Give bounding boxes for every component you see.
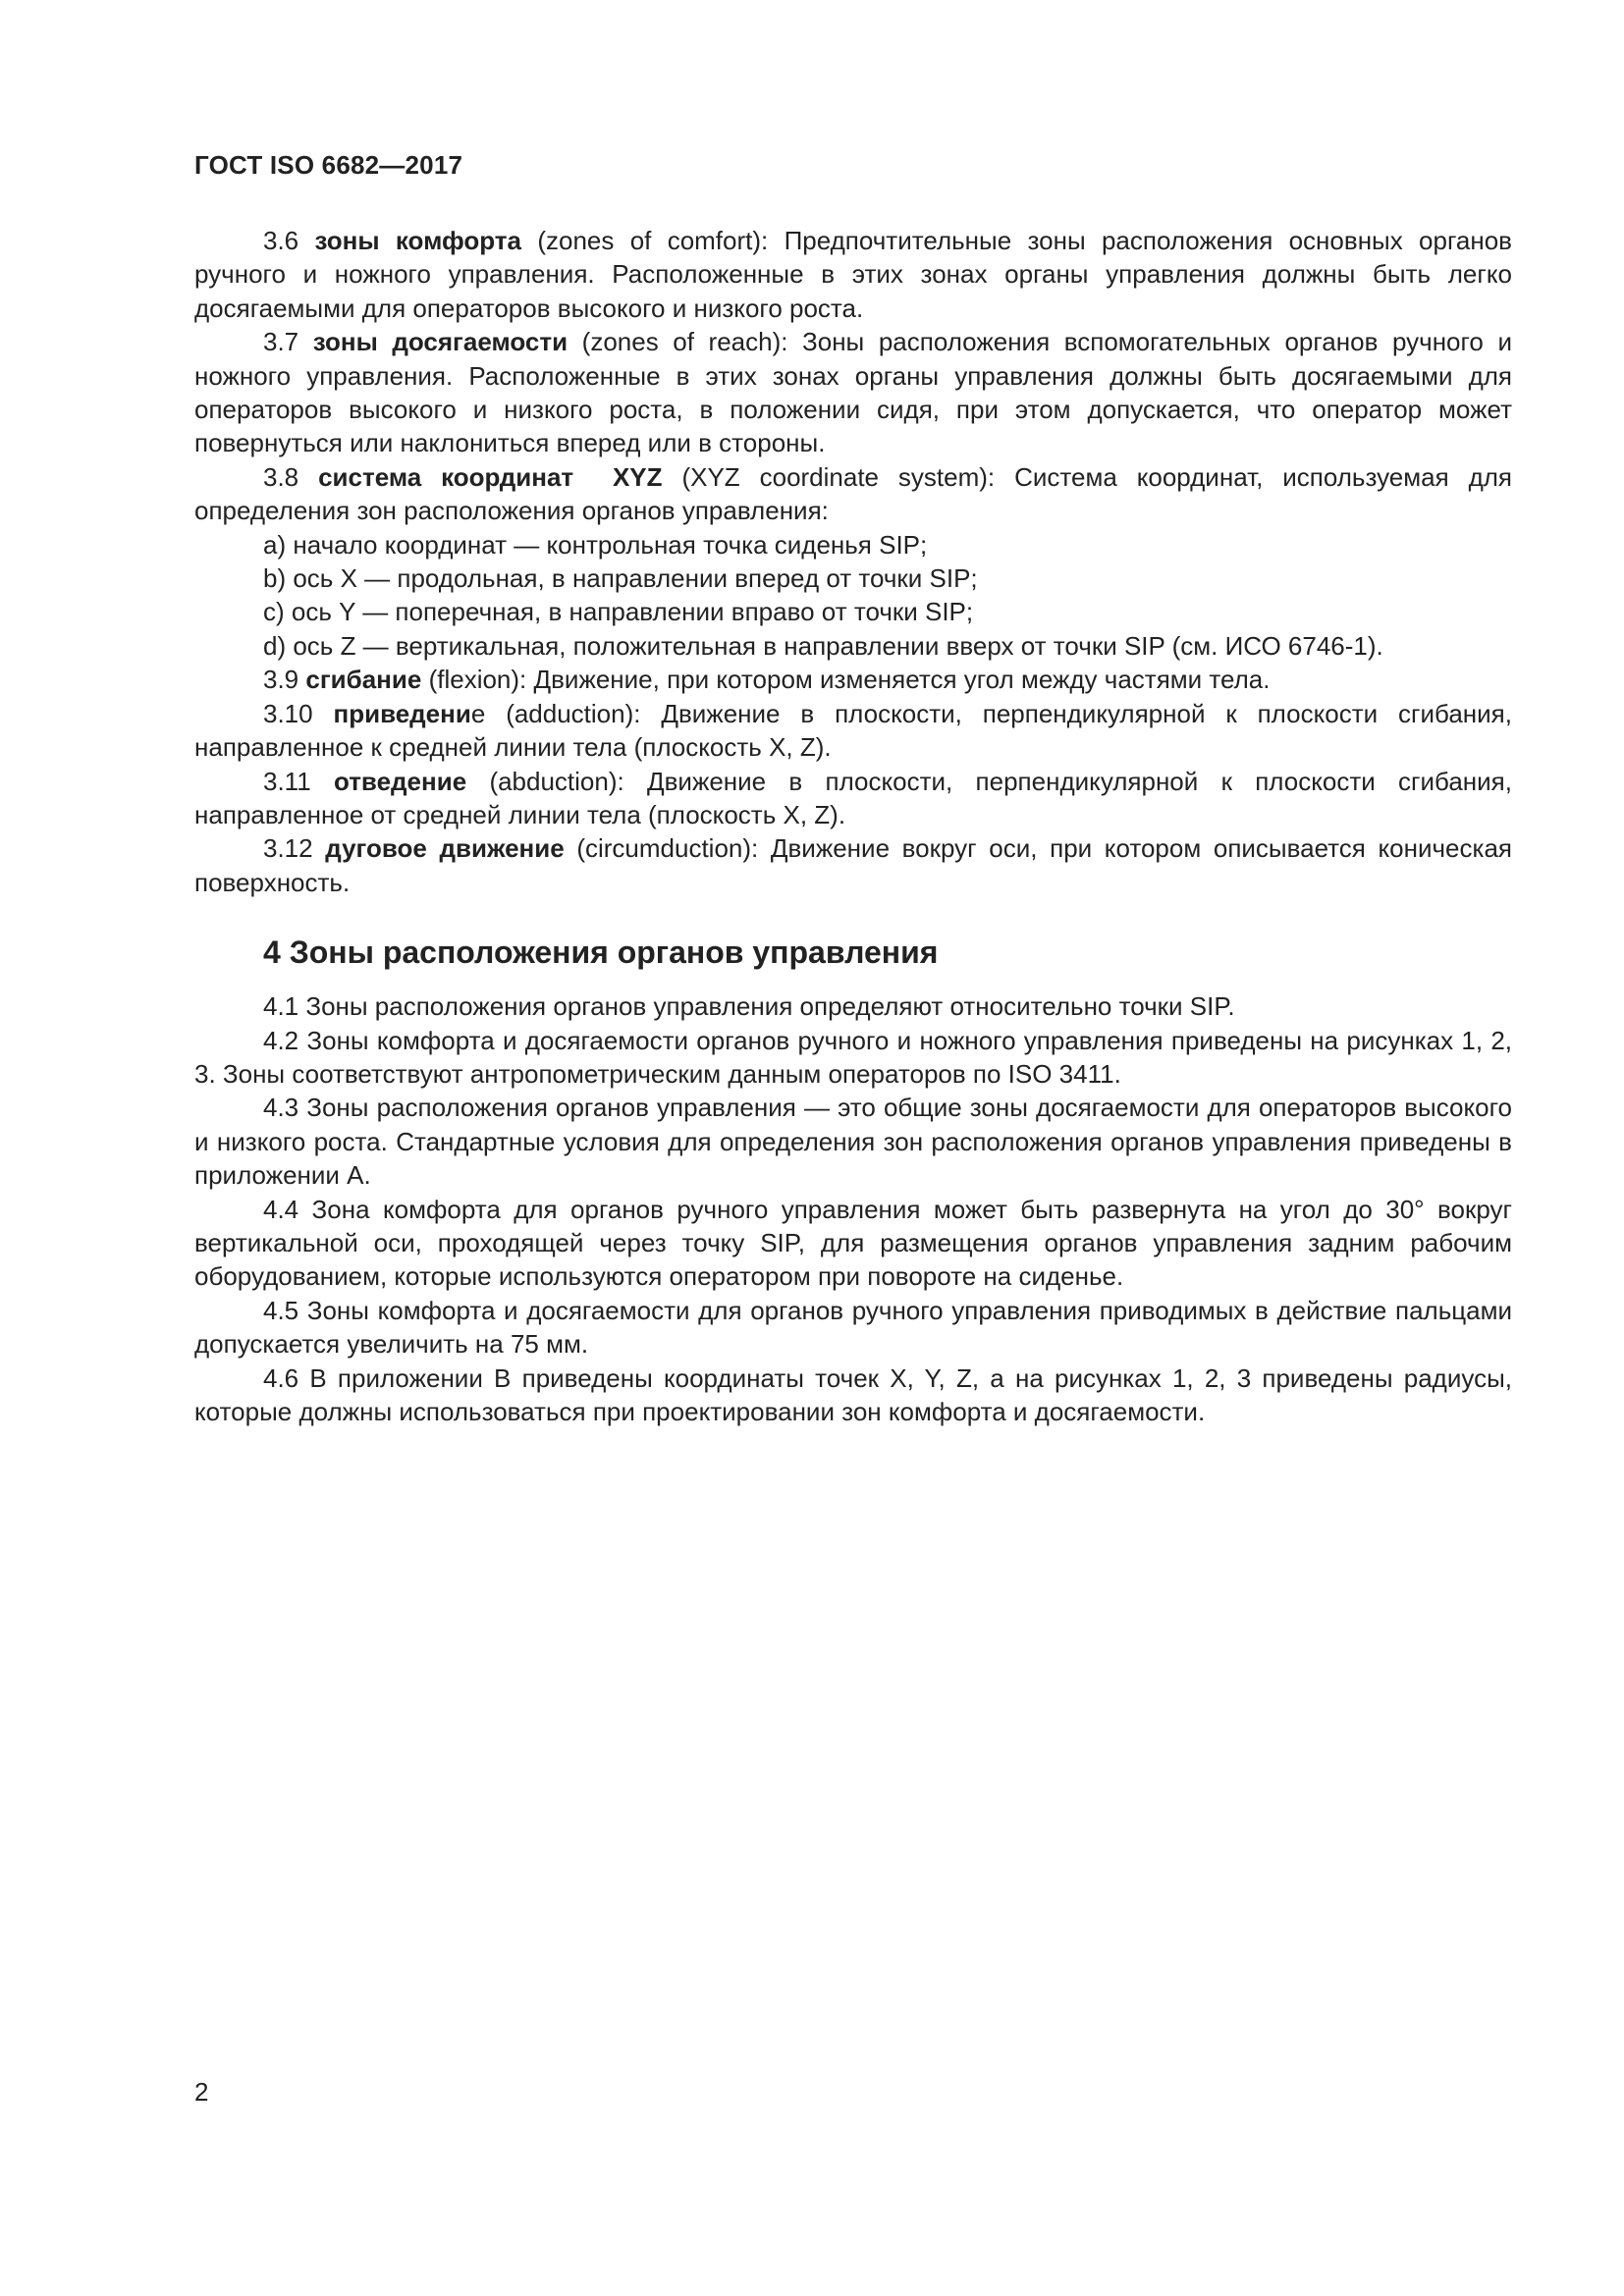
coordinate-item-d: d) ось Z — вертикальная, положительная в направлении вверх от точки SIP (см. ИСО 6746-1).	[263, 630, 1383, 661]
definition-term: отведение	[333, 766, 467, 796]
definition-3-10	[194, 697, 1512, 765]
definition-term: дуговое движение	[325, 833, 565, 864]
definition-text: (XYZ coordinate system): Система координат, используемая для определения зон расположения органов управления:	[194, 461, 1512, 526]
definition-text: (flexion): Движение, при котором изменяется угол между частями тела.	[428, 665, 1271, 695]
definition-term: зоны комфорта	[314, 226, 521, 255]
definition-3-9	[194, 663, 1512, 696]
definition-number: 3.10	[263, 698, 313, 728]
definition-3-6	[194, 224, 1512, 325]
definition-term: сгибание	[305, 665, 422, 695]
definition-text: (zones of reach): Зоны расположения вспомогательных органов ручного и ножного управления. Расположенные в этих зонах органы управления должны быть досягаемыми для операторов высокого и низкого роста, в положении сидя, при этом допускается, что оператор может повернуться или наклониться вперед или в стороны.	[194, 327, 1512, 458]
definition-number: 3.9	[263, 665, 299, 695]
paragraph-4-6: 4.6 В приложении В приведены координаты точек X, Y, Z, а на рисунках 1, 2, 3 приведены радиусы, которые должны использоваться при проектировании зон комфорта и досягаемости.	[194, 1362, 1512, 1426]
definition-number: 3.8	[263, 461, 299, 492]
coordinate-item-a: a) начало координат — контрольная точка сиденья SIP;	[263, 529, 928, 560]
definition-text: (abduction): Движение в плоскости, перпендикулярной к плоскости сгибания, направленное от средней линии тела (плоскость X, Z).	[194, 766, 1512, 829]
standard-header: ГОСТ ISO 6682—2017	[194, 150, 463, 180]
paragraph-4-2: 4.2 Зоны комфорта и досягаемости органов ручного и ножного управления приведены на рисунках 1, 2, 3. Зоны соответствуют антропометрическим данным операторов по ISO 3411.	[194, 1025, 1512, 1089]
paragraph-4-3: 4.3 Зоны расположения органов управления — это общие зоны досягаемости для операторов высокого и низкого роста. Стандартные условия для определения зон расположения органов управления приведены в приложении А.	[194, 1093, 1512, 1191]
definition-term: система координат XYZ	[318, 461, 663, 492]
paragraph-4-5: 4.5 Зоны комфорта и досягаемости для органов ручного управления приводимых в действие пальцами допускается увеличить на 75 мм.	[194, 1295, 1512, 1360]
definition-term: зоны досягаемости	[312, 327, 568, 357]
paragraph-4-1: 4.1 Зоны расположения органов управления определяют относительно точки SIP.	[263, 991, 1235, 1022]
paragraph-4-4: 4.4 Зона комфорта для органов ручного управления может быть развернута на угол до 30° вокруг вертикальной оси, проходящей через точку SIP, для размещения органов управления задним рабочим оборудованием, которые используются оператором при повороте на сиденье.	[194, 1194, 1512, 1292]
definition-3-12	[194, 831, 1512, 899]
coordinate-item-b: b) ось X — продольная, в направлении вперед от точки SIP;	[263, 563, 978, 594]
section-title: 4 Зоны расположения органов управления	[263, 934, 939, 971]
page-number: 2	[194, 2077, 209, 2107]
definition-3-11	[194, 765, 1512, 832]
definition-number: 3.7	[263, 327, 299, 357]
definition-text: (zones of comfort): Предпочтительные зоны расположения основных органов ручного и ножного управления. Расположенные в этих зонах органы управления должны быть легко досягаемыми для операторов высокого и низкого роста.	[194, 226, 1512, 323]
definition-text: (circumduction): Движение вокруг оси, при котором описывается коническая поверхность.	[194, 833, 1513, 897]
definition-term: приведени	[333, 698, 471, 728]
definition-term-tail: е	[470, 698, 486, 728]
definition-text: (adduction): Движение в плоскости, перпендикулярной к плоскости сгибания, направленное к средней линии тела (плоскость X, Z).	[194, 698, 1512, 763]
definition-number: 3.12	[263, 833, 313, 864]
definition-number: 3.11	[263, 766, 311, 796]
definition-number: 3.6	[263, 226, 299, 255]
definition-3-7	[194, 325, 1512, 460]
page-content	[194, 224, 1512, 1428]
definition-3-8	[194, 460, 1512, 528]
coordinate-item-c: c) ось Y — поперечная, в направлении вправо от точки SIP;	[263, 597, 974, 627]
